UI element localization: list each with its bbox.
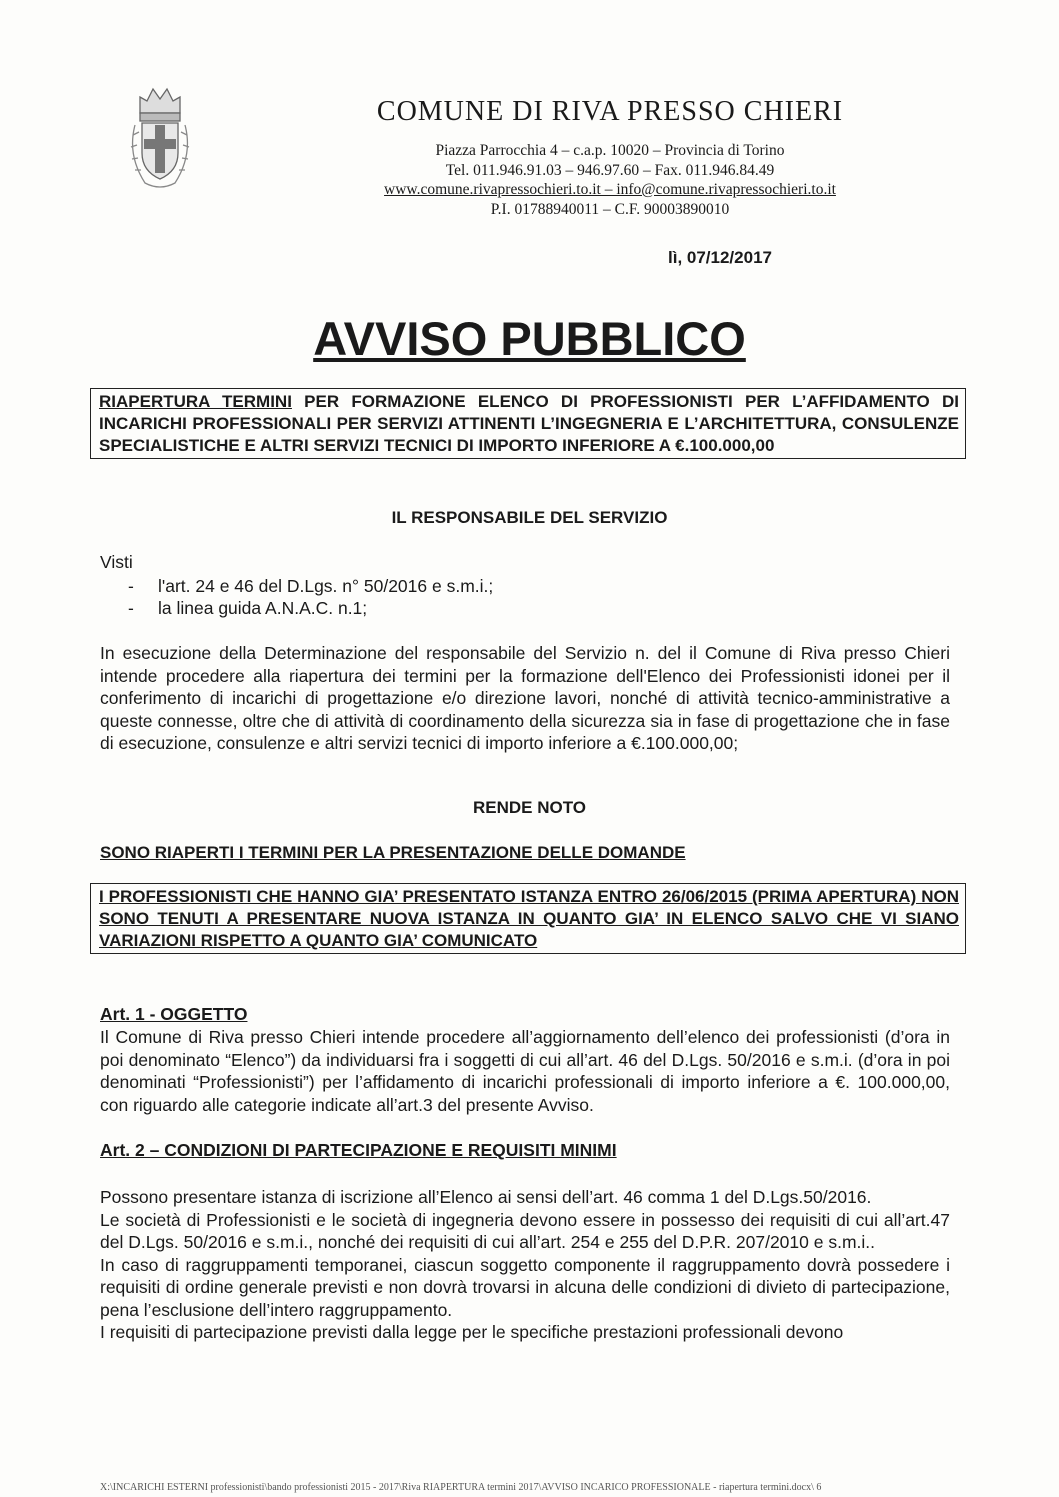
notice-box	[90, 883, 966, 954]
coat-of-arms-icon	[125, 75, 195, 195]
web-email-link[interactable]: www.comune.rivapressochieri.to.it – info@comune.rivapressochieri.to.it	[384, 181, 836, 198]
art2-body	[100, 1186, 950, 1344]
municipality-name: COMUNE DI RIVA PRESSO CHIERI	[376, 96, 844, 127]
list-item: - l'art. 24 e 46 del D.Lgs. n° 50/2016 e s.m.i.;	[128, 576, 494, 596]
responsabile-heading: IL RESPONSABILE DEL SERVIZIO	[391, 508, 668, 527]
file-path-footer: X:\INCARICHI ESTERNI professionisti\bando professionisti 2015 - 2017\Riva RIAPERTURA termini 2017\AVVISO INCARICO PROFESSIONALE - riapertura termini.docx\ 6	[100, 1482, 822, 1493]
art1-paragraph: Il Comune di Riva presso Chieri intende procedere all’aggiornamento dell’elenco dei professionisti (d’ora in poi denominato “Elenco”) da individuarsi fra i soggetti di cui all’art. 46 del D.Lgs. 50/2016 e s.m.i. (d’ora in poi denominati “Professionisti”) per l’affidamento di incarichi professionali di importo inferiore a €. 100.000,00, con riguardo alle categorie indicate all’art.3 del presente Avviso.	[100, 1027, 950, 1115]
subject-box	[90, 388, 966, 459]
phone-line: Tel. 011.946.91.03 – 946.97.60 – Fax. 011.946.84.49	[445, 161, 775, 179]
document-date: lì, 07/12/2017	[668, 248, 772, 267]
tax-id-line: P.I. 01788940011 – C.F. 90003890010	[490, 200, 730, 218]
subject-text: PER FORMAZIONE ELENCO DI PROFESSIONISTI PER L’AFFIDAMENTO DI INCARICHI PROFESSIONALI PER SERVIZI ATTINENTI L’INGEGNERIA E L’ARCHITETTURA, CONSULENZE SPECIALISTICHE E ALTRI SERVIZI TECNICI DI IMPORTO INFERIORE A €.100.000,00	[99, 392, 959, 455]
address-line: Piazza Parrocchia 4 – c.a.p. 10020 – Provincia di Torino	[435, 142, 785, 159]
letterhead	[290, 95, 930, 219]
paragraph: In caso di raggruppamenti temporanei, ciascun soggetto componente il raggruppamento dovrà possedere i requisiti di ordine generale previsti e non dovrà trovarsi in alcuna delle condizioni di divieto di partecipazione, pena l’esclusione dell’intero raggruppamento.	[100, 1254, 950, 1320]
esecuzione-paragraph: In esecuzione della Determinazione del responsabile del Servizio n. del il Comune di Riva presso Chieri intende procedere alla riapertura dei termini per la formazione dell'Elenco dei Professionisti idonei per il conferimento di incarichi di progettazione e/o direzione lavori, nonché di attività tecnico-amministrative a queste connesse, oltre che di attività di coordinamento della sicurezza sia in fase di progettazione che in fase di esecuzione, consulenze e altri servizi tecnici di importo inferiore a €.100.000,00;	[100, 643, 950, 753]
subject-underlined: RIAPERTURA TERMINI	[99, 392, 292, 411]
notice-text: I PROFESSIONISTI CHE HANNO GIA’ PRESENTATO ISTANZA ENTRO 26/06/2015 (PRIMA APERTURA) NON SONO TENUTI A PRESENTARE NUOVA ISTANZA IN QUANTO GIA’ IN ELENCO SALVO CHE VI SIANO VARIAZIONI RISPETTO A QUANTO GIA’ COMUNICATO	[99, 887, 959, 950]
art1-heading: Art. 1 - OGGETTO	[100, 1004, 248, 1024]
list-item: - la linea guida A.N.A.C. n.1;	[128, 598, 368, 618]
termini-heading: SONO RIAPERTI I TERMINI PER LA PRESENTAZIONE DELLE DOMANDE	[100, 843, 686, 862]
art2-heading: Art. 2 – CONDIZIONI DI PARTECIPAZIONE E REQUISITI MINIMI	[100, 1140, 617, 1160]
paragraph: I requisiti di partecipazione previsti dalla legge per le specifiche prestazioni professionali devono	[100, 1322, 844, 1342]
visti-label: Visti	[100, 552, 133, 572]
visti-list	[128, 575, 493, 619]
document-title: AVVISO PUBBLICO	[313, 312, 746, 365]
paragraph: Possono presentare istanza di iscrizione all’Elenco ai sensi dell’art. 46 comma 1 del D.Lgs.50/2016.	[100, 1187, 872, 1207]
rende-noto-heading: RENDE NOTO	[472, 798, 587, 817]
paragraph: Le società di Professionisti e le società di ingegneria devono essere in possesso dei requisiti di cui all’art.47 del D.Lgs. 50/2016 e s.m.i., nonché dei requisiti di cui all’art. 254 e 255 del D.P.R. 207/2010 e s.m.i..	[100, 1209, 950, 1252]
